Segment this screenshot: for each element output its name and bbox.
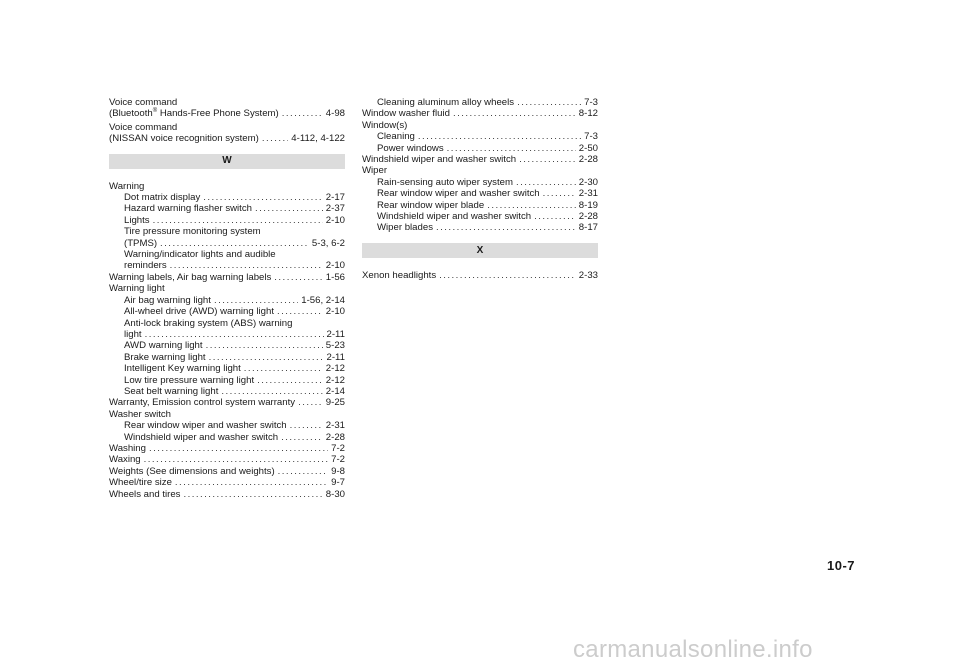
entry-text: Cleaning [377,131,415,143]
leader-dots [144,454,328,465]
entry-text: (Bluetooth® Hands-Free Phone System) [109,108,279,120]
entry-text: Warranty, Emission control system warranty [109,397,296,409]
page-ref: 1-56 [325,271,345,283]
entry-text: Anti-lock braking system (ABS) warning [124,317,293,329]
index-entry [109,443,345,454]
index-entry [109,489,345,500]
page-ref: 2-10 [325,214,345,226]
page-ref: 2-50 [578,142,598,154]
entry-text: Windshield wiper and washer switch [362,154,517,166]
index-entry [109,272,345,283]
page-ref: 7-3 [584,131,598,143]
index-entry [109,477,345,488]
leader-dots [516,177,576,188]
leader-dots [282,108,323,119]
entry-text: Rear window wiper and washer switch [377,188,540,200]
index-entry [362,177,598,188]
index-entry [109,306,345,317]
entry-text: reminders [124,260,167,272]
page-ref: 9-25 [325,397,345,409]
entry-text: Xenon headlights [362,269,437,281]
index-entry [109,432,345,443]
index-entry [109,295,345,306]
index-entry [109,466,345,477]
entry-text: Low tire pressure warning light [124,374,255,386]
entry-text: Brake warning light [124,351,206,363]
entry-text: (NISSAN voice recognition system) [109,133,259,145]
leader-dots [183,489,322,500]
index-column-left [109,97,345,500]
leader-dots [153,215,323,226]
leader-dots [203,192,323,203]
index-entry [109,340,345,351]
leader-dots [447,143,576,154]
entry-text: Wheel/tire size [109,477,172,489]
page-ref: 2-11 [326,351,345,363]
entry-text: Rain-sensing auto wiper system [377,176,513,188]
index-entry [362,222,598,233]
page-ref: 2-28 [325,431,345,443]
page-ref: 2-12 [325,374,345,386]
entry-text: Rear window wiper and washer switch [124,420,287,432]
entry-text: All-wheel drive (AWD) warning light [124,306,274,318]
index-entry [362,211,598,222]
leader-dots [418,131,581,142]
index-entry [109,397,345,408]
index-entry [362,97,598,108]
index-entry [109,420,345,431]
leader-dots [517,97,581,108]
leader-dots [209,352,324,363]
page-ref: 2-10 [325,260,345,272]
index-entry [109,122,345,133]
index-entry [362,154,598,165]
leader-dots [278,466,328,477]
entry-text: Power windows [377,142,444,154]
index-entry [109,375,345,386]
index-entry [109,203,345,214]
entry-text: Window washer fluid [362,108,450,120]
leader-dots [487,200,576,211]
watermark: carmanualsonline.info [573,636,813,663]
leader-dots [281,432,323,443]
entry-text: Waxing [109,454,141,466]
leader-dots [206,340,323,351]
leader-dots [290,420,323,431]
page-ref: 4-98 [325,108,345,120]
index-entry [362,200,598,211]
leader-dots [436,222,576,233]
page-ref: 8-12 [578,108,598,120]
leader-dots [298,397,323,408]
entry-text: Washing [109,442,146,454]
entry-text: Rear window wiper blade [377,199,485,211]
index-entry [109,386,345,397]
entry-text: Cleaning aluminum alloy wheels [377,97,515,108]
page-ref: 5-23 [325,340,345,352]
leader-dots [453,108,576,119]
leader-dots [257,375,323,386]
entry-text: Windshield wiper and washer switch [377,211,532,223]
index-entry [109,108,345,119]
entry-text: Intelligent Key warning light [124,363,241,375]
leader-dots [221,386,322,397]
page-ref: 2-28 [578,154,598,166]
entry-text: Wheels and tires [109,488,181,500]
index-heading: Wiper [362,165,388,177]
index-heading: Warning light [109,283,165,295]
page-ref: 2-14 [325,385,345,397]
page-ref: 7-2 [331,454,345,466]
entry-text: Windshield wiper and washer switch [124,431,279,443]
registered-mark: ® [152,108,158,115]
page-ref: 2-33 [578,269,598,281]
entry-text: Voice command [109,97,178,108]
index-entry [109,454,345,465]
leader-dots [262,133,288,144]
leader-dots [543,188,576,199]
leader-dots [277,306,323,317]
page-ref: 4-112, 4-122 [291,133,345,145]
index-entry [109,329,345,340]
index-entry [362,108,598,119]
entry-text: Air bag warning light [124,294,211,306]
page-ref: 2-31 [325,420,345,432]
leader-dots [175,477,328,488]
page-ref: 2-30 [578,176,598,188]
index-entry [109,363,345,374]
index-entry [109,215,345,226]
index-entry [109,97,345,108]
entry-text: Weights (See dimensions and weights) [109,465,275,477]
entry-text: Seat belt warning light [124,385,219,397]
index-entry [109,238,345,249]
entry-text: Tire pressure monitoring system [124,226,261,238]
leader-dots [160,238,309,249]
section-header-w: W [109,154,345,169]
page-ref: 2-37 [325,203,345,215]
index-entry [362,188,598,199]
entry-text: Voice command [109,121,178,133]
page-ref: 2-12 [325,363,345,375]
entry-text: Warning/indicator lights and audible [124,249,276,261]
page-ref: 8-17 [578,222,598,234]
page-ref: 7-3 [584,97,598,108]
entry-text: Dot matrix display [124,192,201,204]
page-ref: 2-31 [578,188,598,200]
leader-dots [149,443,328,454]
leader-dots [170,260,323,271]
leader-dots [519,154,576,165]
leader-dots [255,203,323,214]
index-entry [109,352,345,363]
index-column-right [362,97,598,281]
entry-text: Lights [124,214,150,226]
entry-text: AWD warning light [124,340,203,352]
index-entry [109,133,345,144]
index-heading: Washer switch [109,408,172,420]
page-ref: 2-11 [326,328,345,340]
page-ref: 2-28 [578,211,598,223]
entry-text: Warning labels, Air bag warning labels [109,271,272,283]
index-entry [362,270,598,281]
entry-text: light [124,328,142,340]
index-entry [109,192,345,203]
leader-dots [244,363,323,374]
page-ref: 2-17 [325,192,345,204]
index-entry [362,131,598,142]
page-ref: 5-3, 6-2 [311,237,345,249]
page-ref: 9-7 [331,477,345,489]
entry-text: Wiper blades [377,222,433,234]
index-entry [109,260,345,271]
leader-dots [534,211,576,222]
page-ref: 9-8 [331,465,345,477]
page-number: 10-7 [827,558,856,573]
leader-dots [145,329,324,340]
page-ref: 2-10 [325,306,345,318]
leader-dots [439,270,576,281]
section-header-x: X [362,243,598,258]
index-heading: Window(s) [362,119,408,131]
entry-text: Hazard warning flasher switch [124,203,252,215]
entry-text: (TPMS) [124,237,158,249]
index-entry [362,143,598,154]
leader-dots [274,272,323,283]
leader-dots [214,295,298,306]
page-ref: 8-19 [578,199,598,211]
page-ref: 1-56, 2-14 [301,294,345,306]
index-heading: Warning [109,180,145,192]
page-ref: 7-2 [331,442,345,454]
page-ref: 8-30 [325,488,345,500]
